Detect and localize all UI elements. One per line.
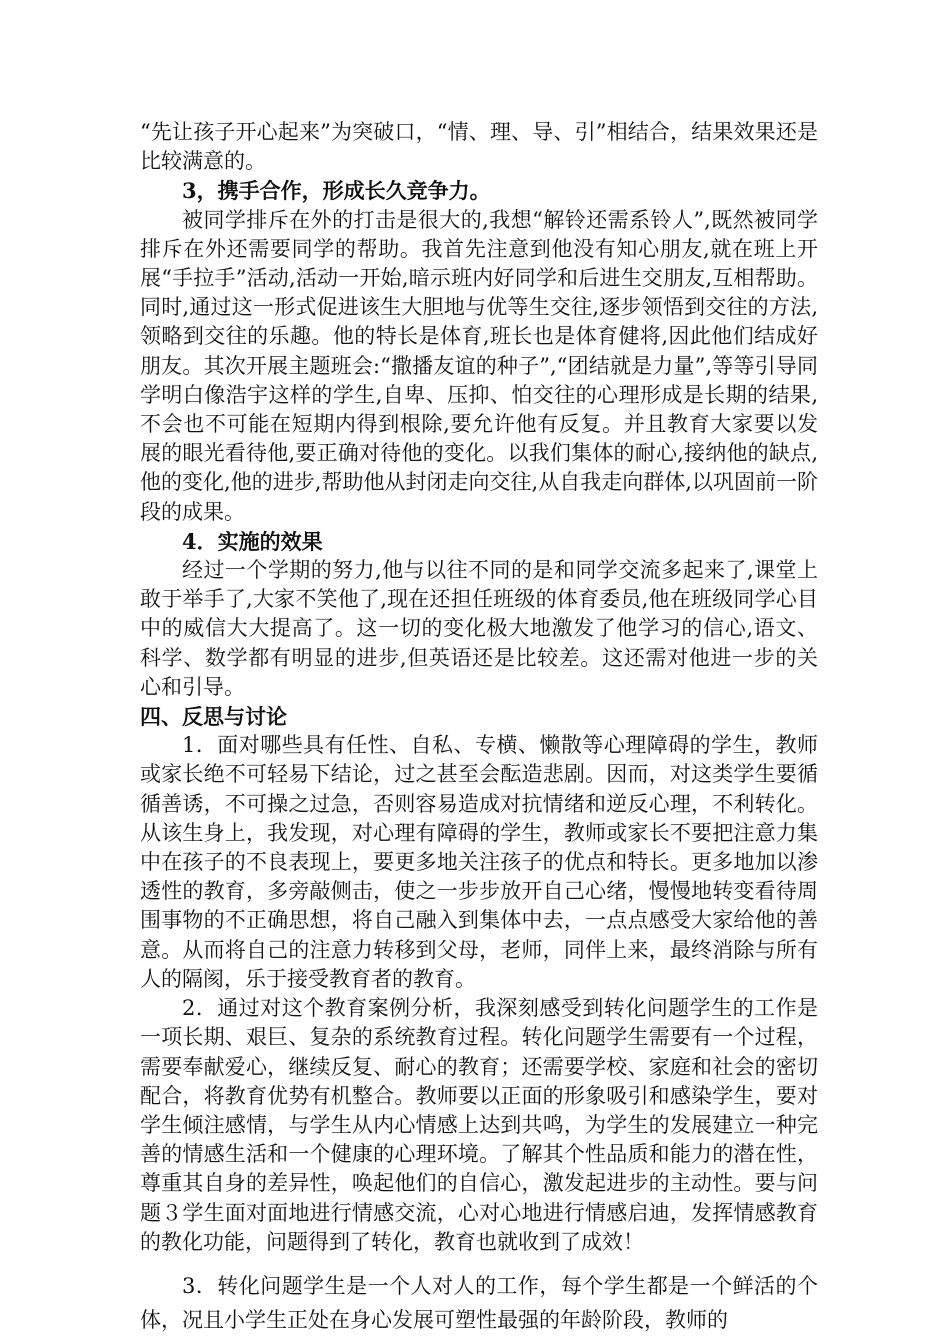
paragraph-cooperation-body: 被同学排斥在外的打击是很大的,我想“解铃还需系铃人”,既然被同学排斥在外还需要同学的帮助。我首先注意到他没有知心朋友,就在班上开展“手拉手”活动,活动一开始,暗示班内好同学和后进生交朋友,互相帮助。同时,通过这一形式促进该生大胆地与优等生交往,逐步领悟到交往的方法,领略到交往的乐趣。他的特长是体育,班长也是体育健将,因此他们结成好朋友。其次开展主题班会:“撒播友谊的种子”,“团结就是力量”,等等引导同学明白像浩宇这样的学生,自卑、压抑、怕交往的心理形成是长期的结果,不会也不可能在短期内得到根除,要允许他有反复。并且教育大家要以发展的眼光看待他,要正确对待他的变化。以我们集体的耐心,接纳他的缺点,他的变化,他的进步,帮助他从封闭走向交往,从自我走向群体,以巩固前一阶段的成果。 — [140, 207, 818, 524]
paragraph-effect-body: 经过一个学期的努力,他与以往不同的是和同学交流多起来了,课堂上敢于举手了,大家不笑他了,现在还担任班级的体育委员,他在班级同学心目中的威信大大提高了。这一切的变化极大地激发了他学习的信心,语文、科学、数学都有明显的进步,但英语还是比较差。这还需对他进一步的关心和引导。 — [140, 558, 818, 699]
heading-reflection-discussion: 四、反思与讨论 — [140, 704, 287, 730]
paragraph-reflection-2: 2．通过对这个教育案例分析，我深刻感受到转化问题学生的工作是一项长期、艰巨、复杂的系统教育过程。转化问题学生需要有一个过程，需要奉献爱心，继续反复、耐心的教育；还需要学校、家庭和社会的密切配合，将教育优势有机整合。教师要以正面的形象吸引和感染学生，要对学生倾注感情，与学生从内心情感上达到共鸣，为学生的发展建立一种完善的情感生活和一个健康的心理环境。了解其个性品质和能力的潜在性，尊重其自身的差异性，唤起他们的自信心，激发起进步的主动性。要与问题３学生面对面地进行情感交流，心对心地进行情感启迪，发挥情感教育的教化功能，问题得到了转化，教育也就收到了成效！ — [140, 996, 818, 1254]
heading-implementation-effect: 4．实施的效果 — [182, 528, 323, 554]
paragraph-reflection-3: 3．转化问题学生是一个人对人的工作，每个学生都是一个鲜活的个体，况且小学生正处在身心发展可塑性最强的年龄阶段，教师的 — [140, 1273, 818, 1332]
document-body — [140, 118, 818, 1337]
paragraph-reflection-1: 1．面对哪些具有任性、自私、专横、懒散等心理障碍的学生，教师或家长绝不可轻易下结论，过之甚至会酝造悲剧。因而，对这类学生要循循善诱，不可操之过急，否则容易造成对抗情绪和逆反心理，不利转化。从该生身上，我发现，对心理有障碍的学生，教师或家长不要把注意力集中在孩子的不良表现上，要更多地关注孩子的优点和特长。更多地加以渗透性的教育，多旁敲侧击，使之一步步放开自己心绪，慢慢地转变看待周围事物的不正确思想，将自己融入到集体中去，一点点感受大家给他的善意。从而将自己的注意力转移到父母，老师，同伴上来，最终消除与所有人的隔阂，乐于接受教育者的教育。 — [140, 733, 818, 991]
paragraph-continuation: “先让孩子开心起来”为突破口，“情、理、导、引”相结合，结果效果还是比较满意的。 — [140, 120, 818, 174]
heading-cooperation: 3，携手合作，形成长久竞争力。 — [182, 178, 491, 204]
